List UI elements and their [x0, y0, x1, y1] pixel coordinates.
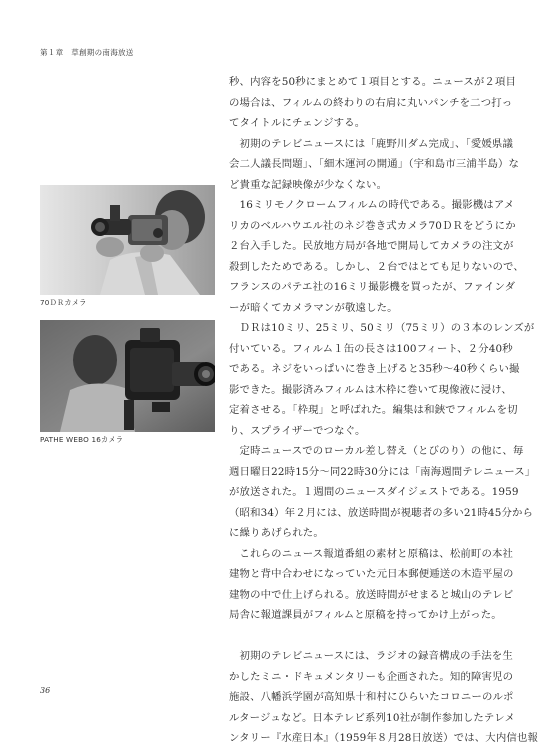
body-line: 初期のテレビニュースには「鹿野川ダム完成」、「愛媛県議	[229, 137, 514, 150]
body-line: リカのベルハウエル社のネジ巻き式カメラ70ＤＲをどうにか	[229, 219, 516, 232]
running-head: 第１章 草創期の南海放送	[40, 48, 134, 57]
body-line: 建物の中で仕上げられる。放送時間がせまると城山のテレビ	[229, 588, 514, 601]
body-line: 週日曜日22時15分〜同22時30分には「南海週間テレニュース」	[229, 465, 536, 478]
body-line: 秒、内容を50秒にまとめて１項目とする。ニュースが２項目	[229, 76, 517, 88]
body-line: が放送された。１週間のニュースダイジェストである。1959	[229, 486, 519, 498]
body-line: ルタージュなど。日本テレビ系列10社が制作参加したテレメ	[229, 711, 516, 724]
body-line: 施設、八幡浜学園が高知県十和村にひらいたコロニーのルポ	[229, 691, 514, 703]
body-line: 付いている。フィルム１缶の長さは100フィート、２分40秒	[229, 342, 513, 355]
photo-70dr-camera	[40, 185, 215, 295]
body-line: に繰りあげられた。	[229, 527, 324, 539]
body-line: 影できた。撮影済みフィルムは木枠に巻いて現像液に浸け、	[229, 383, 512, 396]
body-line: り、スプライザーでつなぐ。	[229, 424, 366, 437]
body-line: ーが暗くてカメラマンが敬遠した。	[229, 301, 398, 314]
photo1-caption: 70ＤＲカメラ	[40, 298, 87, 307]
body-line: の場合は、フィルムの終わりの右肩に丸いパンチを二つ打っ	[229, 96, 513, 109]
photo2-caption: PATHE WEBO 16カメラ	[40, 435, 124, 444]
body-line: ２台入手した。民放地方局が各地で開局してカメラの注文が	[229, 240, 514, 252]
body-line: ンタリー『水産日本』（1959年８月28日放送）では、大内信也報	[229, 732, 539, 744]
body-line: これらのニュース報道番組の素材と原稿は、松前町の本社	[229, 547, 514, 560]
body-line: 初期のテレビニュースには、ラジオの録音構成の手法を生	[229, 650, 513, 662]
body-line: ＤＲは10ミリ、25ミリ、50ミリ（75ミリ）の３本のレンズが	[229, 322, 535, 334]
photo-pathe-webo-camera	[40, 320, 215, 432]
body-line: ど貴重な記録映像が少なくない。	[229, 178, 388, 191]
body-line: 建物と背中合わせになっていた元日本郵便逓送の木造平屋の	[229, 568, 514, 580]
body-line: かしたミニ・ドキュメンタリーも企画された。知的障害児の	[229, 670, 514, 683]
body-line: てタイトルにチェンジする。	[229, 117, 366, 129]
body-line: 定着させる。「枠現」と呼ばれた。編集は和鋏でフィルムを切	[229, 404, 518, 416]
body-line: 16ミリモノクロームフィルムの時代である。撮影機はアメ	[229, 199, 515, 211]
page-number: 36	[40, 686, 51, 695]
body-line: である。ネジをいっぱいに巻き上げると35秒〜40秒くらい撮	[229, 363, 520, 375]
body-line: （昭和34）年２月には、放送時間が視聴者の多い21時45分から	[229, 506, 534, 519]
body-line-spacer	[229, 626, 497, 647]
body-line: 殺到したためである。しかし、２台ではとても足りないので、	[229, 260, 524, 273]
body-line: 会二人議長問題」、「細木運河の開通」（宇和島市三浦半島）な	[229, 158, 520, 170]
body-line: フランスのパテエ社の16ミリ撮影機を買ったが、ファインダ	[229, 281, 516, 293]
body-line: 局舎に報道課員がフィルムと原稿を持ってかけ上がった。	[229, 609, 502, 621]
body-line: 定時ニュースでのローカル差し替え（とびのり）の他に、毎	[229, 445, 524, 457]
body-text	[229, 72, 539, 749]
